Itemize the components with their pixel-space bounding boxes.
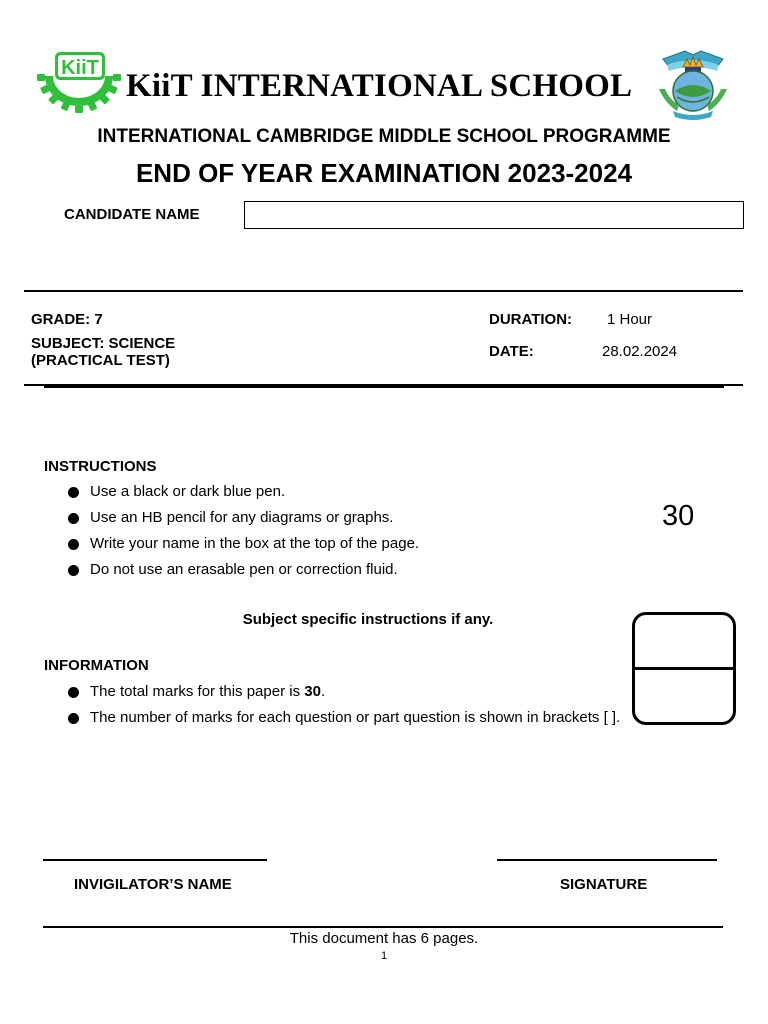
candidate-name-field[interactable] (244, 201, 744, 229)
duration-value: 1 Hour (607, 311, 653, 328)
invigilator-line (43, 859, 267, 861)
list-item (44, 535, 419, 561)
info-total-marks: 30 (304, 683, 321, 700)
total-marks-number: 30 (662, 500, 695, 532)
instructions-heading: INSTRUCTIONS (44, 458, 157, 475)
grade-text: GRADE: 7 (31, 311, 103, 328)
bullet-icon (68, 513, 79, 524)
information-list (44, 683, 620, 735)
details-top-rule (24, 290, 743, 292)
programme-title: INTERNATIONAL CAMBRIDGE MIDDLE SCHOOL PROGRAMME (97, 126, 671, 147)
invigilator-label: INVIGILATOR’S NAME (74, 876, 232, 893)
instruction-text: Write your name in the box at the top of the page. (90, 535, 420, 552)
bullet-icon (68, 539, 79, 550)
bullet-icon (68, 487, 79, 498)
information-heading: INFORMATION (44, 657, 149, 674)
details-bottom-rule-inner (44, 386, 724, 388)
svg-text:KiiT: KiiT (61, 57, 99, 79)
list-item (44, 509, 419, 535)
list-item (44, 709, 620, 735)
instruction-text: Do not use an erasable pen or correction fluid. (90, 561, 398, 578)
bullet-icon (68, 713, 79, 724)
info-text: The number of marks for each question or part question is shown in brackets [ ]. (90, 709, 621, 726)
list-item (44, 561, 419, 587)
subject-specific-instructions: Subject specific instructions if any. (242, 611, 494, 628)
date-label: DATE: (489, 343, 534, 360)
subject-text: SUBJECT: SCIENCE (31, 335, 176, 352)
bullet-icon (68, 687, 79, 698)
info-text-prefix: The total marks for this paper is (90, 683, 305, 700)
date-value: 28.02.2024 (602, 343, 678, 360)
footer-rule (43, 926, 723, 928)
instruction-text: Use an HB pencil for any diagrams or graphs. (90, 509, 394, 526)
school-name: KiiT INTERNATIONAL SCHOOL (126, 68, 633, 104)
info-text-suffix: . (320, 683, 326, 700)
school-crest (655, 45, 731, 121)
subject-subtitle-text: (PRACTICAL TEST) (31, 352, 170, 369)
page-number: 1 (380, 950, 388, 962)
candidate-name-label: CANDIDATE NAME (64, 206, 200, 223)
kiit-logo (35, 50, 127, 114)
page-count-note: This document has 6 pages. (289, 930, 479, 947)
signature-label: SIGNATURE (560, 876, 648, 893)
list-item (44, 683, 620, 709)
list-item (44, 483, 419, 509)
instructions-list (44, 483, 419, 587)
marks-box-divider (632, 667, 736, 670)
instruction-text: Use a black or dark blue pen. (90, 483, 286, 500)
duration-label: DURATION: (489, 311, 573, 328)
bullet-icon (68, 565, 79, 576)
exam-title: END OF YEAR EXAMINATION 2023-2024 (135, 158, 633, 188)
signature-line (497, 859, 717, 861)
